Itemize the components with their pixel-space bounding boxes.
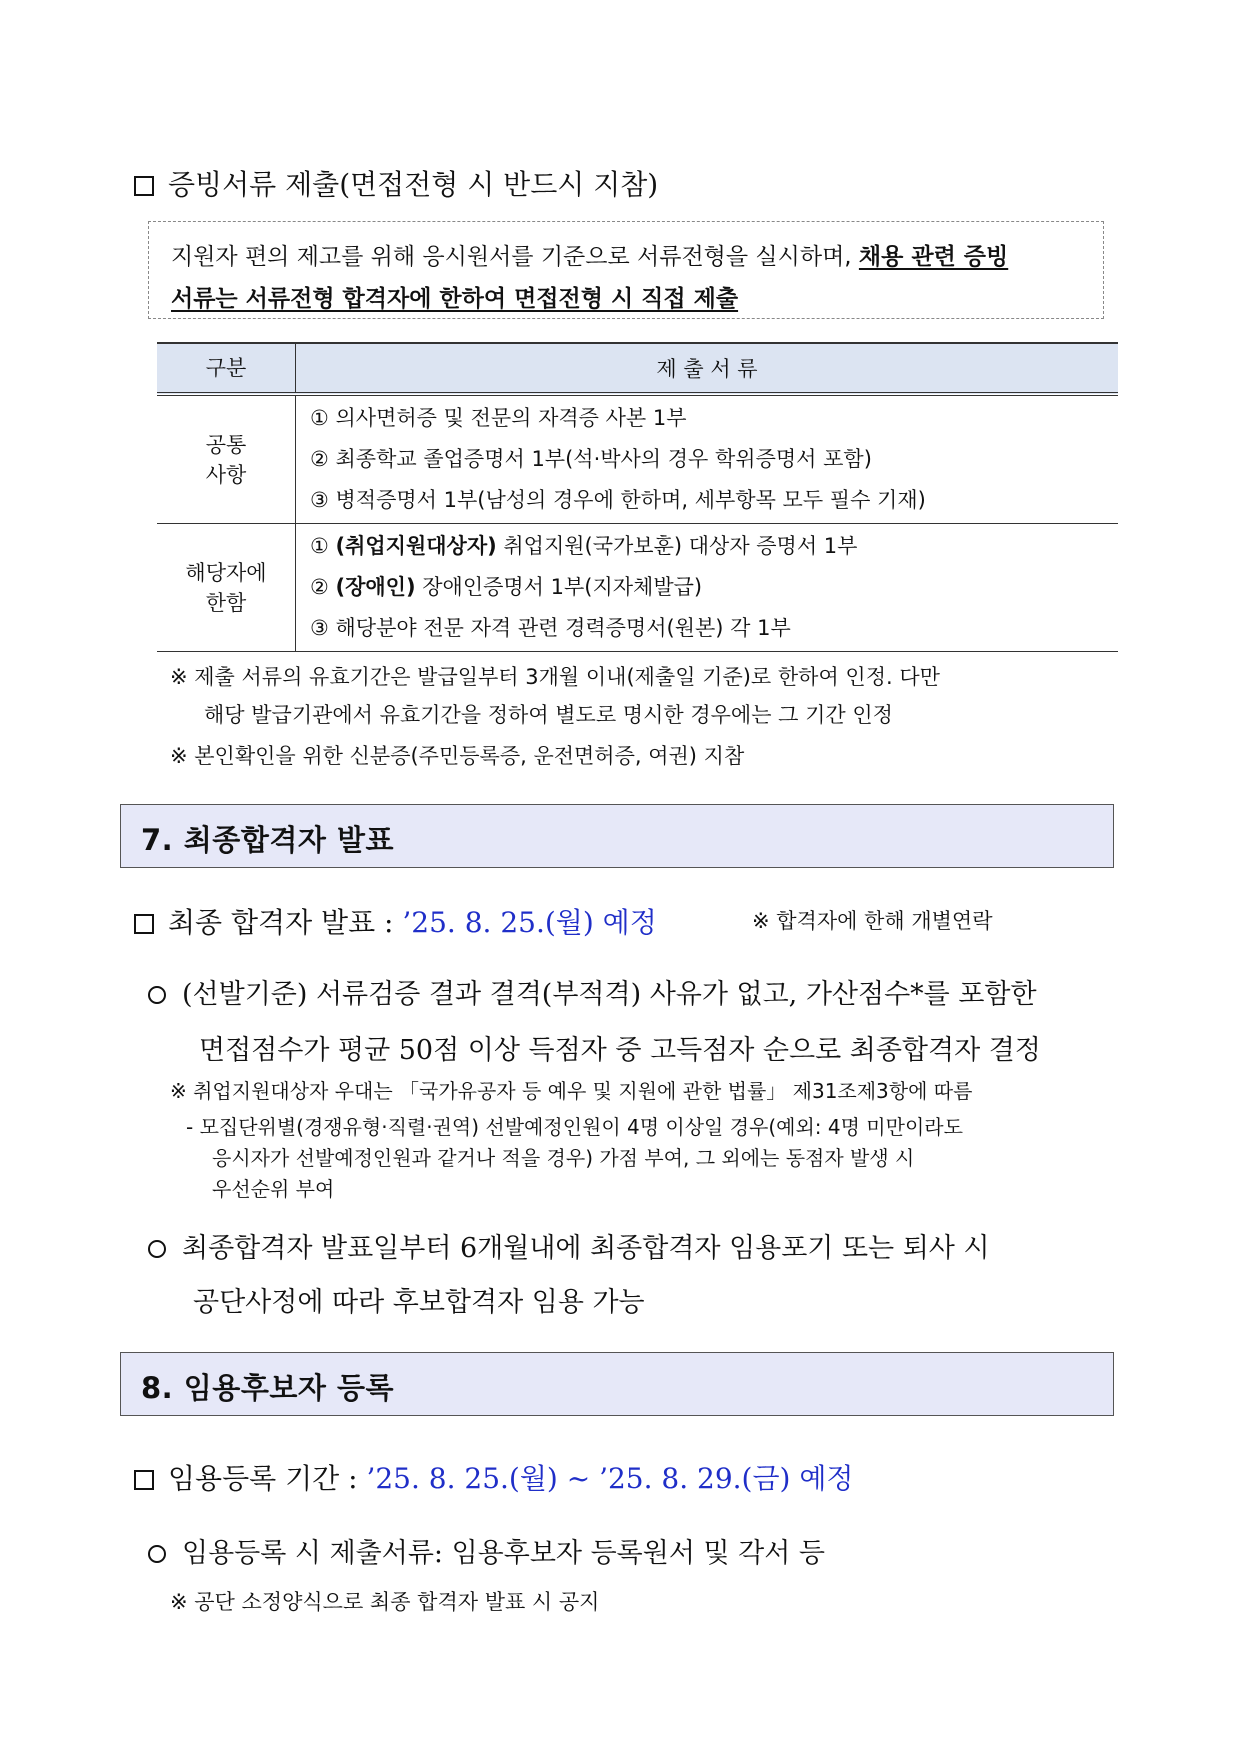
preference-sub (186, 1112, 1116, 1205)
evidence-info-box (148, 221, 1104, 319)
validity-note-line2: 해당 발급기관에서 유효기간을 정하여 별도로 명시한 경우에는 그 기간 인정 (204, 703, 893, 727)
evidence-heading (134, 163, 658, 203)
table-header-category: 구분 (157, 343, 296, 394)
table-row (157, 524, 1118, 652)
category-line: 한함 (205, 590, 247, 615)
id-card-note: ※ 본인확인을 위한 신분증(주민등록증, 운전면허증, 여권) 지참 (170, 744, 745, 768)
documents-table-wrapper (157, 342, 1118, 652)
category-line: 해당자에 (185, 560, 267, 585)
registration-period: ’25. 8. 25.(월) ~ ’25. 8. 29.(금) 예정 (366, 1462, 854, 1495)
section8-header (120, 1352, 1114, 1416)
bullet-circle-icon (148, 1545, 166, 1563)
section7-title: 7. 최종합격자 발표 (141, 823, 394, 857)
document-item: ③ 해당분야 전문 자격 관련 경력증명서(원본) 각 1부 (310, 616, 791, 640)
table-row (157, 394, 1118, 524)
form-note: ※ 공단 소정양식으로 최종 합격자 발표 시 공지 (170, 1590, 600, 1614)
preference-sub-line3: 우선순위 부여 (212, 1177, 335, 1201)
category-line: 사항 (205, 462, 247, 487)
evidence-info-underline-1: 채용 관련 증빙 (858, 244, 1009, 270)
bullet-circle-icon (148, 986, 166, 1004)
row-category (157, 394, 296, 524)
announce-date: ’25. 8. 25.(월) 예정 (402, 906, 657, 939)
announce-label: 최종 합격자 발표 : (168, 906, 403, 939)
document-item: ③ 병적증명서 1부(남성의 경우에 한하며, 세부항목 모두 필수 기재) (310, 488, 926, 512)
document-item: ① (취업지원대상자) 취업지원(국가보훈) 대상자 증명서 1부 (310, 534, 858, 558)
reserve-line2: 공단사정에 따라 후보합격자 임용 가능 (193, 1287, 645, 1318)
validity-note (170, 658, 1120, 734)
criteria-block (148, 967, 1118, 1079)
criteria-line1: (선발기준) 서류검증 결과 결격(부적격) 사유가 없고, 가산점수*를 포함한 (182, 979, 1037, 1010)
section7-header (120, 804, 1114, 868)
document-item: ① 의사면허증 및 전문의 자격증 사본 1부 (310, 406, 687, 430)
table-header-documents: 제 출 서 류 (296, 343, 1119, 394)
announce-note: ※ 합격자에 한해 개별연락 (752, 909, 993, 933)
registration-docs-text: 임용등록 시 제출서류: 임용후보자 등록원서 및 각서 등 (182, 1538, 825, 1569)
preference-sub-line2: 응시자가 선발예정인원과 같거나 적을 경우) 가점 부여, 그 외에는 동점자 발생 시 (212, 1146, 915, 1170)
registration-label: 임용등록 기간 : (168, 1462, 367, 1495)
reserve-line1: 최종합격자 발표일부터 6개월내에 최종합격자 임용포기 또는 퇴사 시 (182, 1233, 990, 1264)
row-documents (296, 394, 1119, 524)
reserve-block (148, 1222, 1118, 1330)
validity-note-line1: ※ 제출 서류의 유효기간은 발급일부터 3개월 이내(제출일 기준)로 한하여 인정. 다만 (170, 665, 940, 689)
documents-table (157, 342, 1118, 652)
document-item: ② (장애인) 장애인증명서 1부(지자체발급) (310, 575, 703, 599)
checkbox-square-icon (134, 176, 154, 196)
checkbox-square-icon (134, 1470, 154, 1490)
preference-note: ※ 취업지원대상자 우대는 「국가유공자 등 예우 및 지원에 관한 법률」 제31조제3항에 따름 (170, 1079, 973, 1103)
section8-title: 8. 임용후보자 등록 (141, 1371, 394, 1405)
evidence-info-underline-2: 서류는 서류전형 합격자에 한하여 면접전형 시 직접 제출 (171, 286, 739, 312)
category-line: 공통 (205, 432, 247, 457)
preference-sub-line1: - 모집단위별(경쟁유형·직렬·권역) 선발예정인원이 4명 이상일 경우(예외: 4명 미만이라도 (186, 1115, 963, 1139)
evidence-info-text (171, 236, 1091, 320)
row-documents (296, 524, 1119, 652)
registration-docs-line (148, 1531, 825, 1570)
document-item: ② 최종학교 졸업증명서 1부(석·박사의 경우 학위증명서 포함) (310, 447, 872, 471)
row-category (157, 524, 296, 652)
announce-line (134, 901, 657, 941)
evidence-heading-text: 증빙서류 제출(면접전형 시 반드시 지참) (168, 168, 659, 201)
criteria-line2: 면접점수가 평균 50점 이상 득점자 중 고득점자 순으로 최종합격자 결정 (199, 1035, 1041, 1066)
evidence-info-plain: 지원자 편의 제고를 위해 응시원서를 기준으로 서류전형을 실시하며, (171, 244, 852, 270)
checkbox-square-icon (134, 914, 154, 934)
registration-line (134, 1457, 853, 1497)
bullet-circle-icon (148, 1240, 166, 1258)
